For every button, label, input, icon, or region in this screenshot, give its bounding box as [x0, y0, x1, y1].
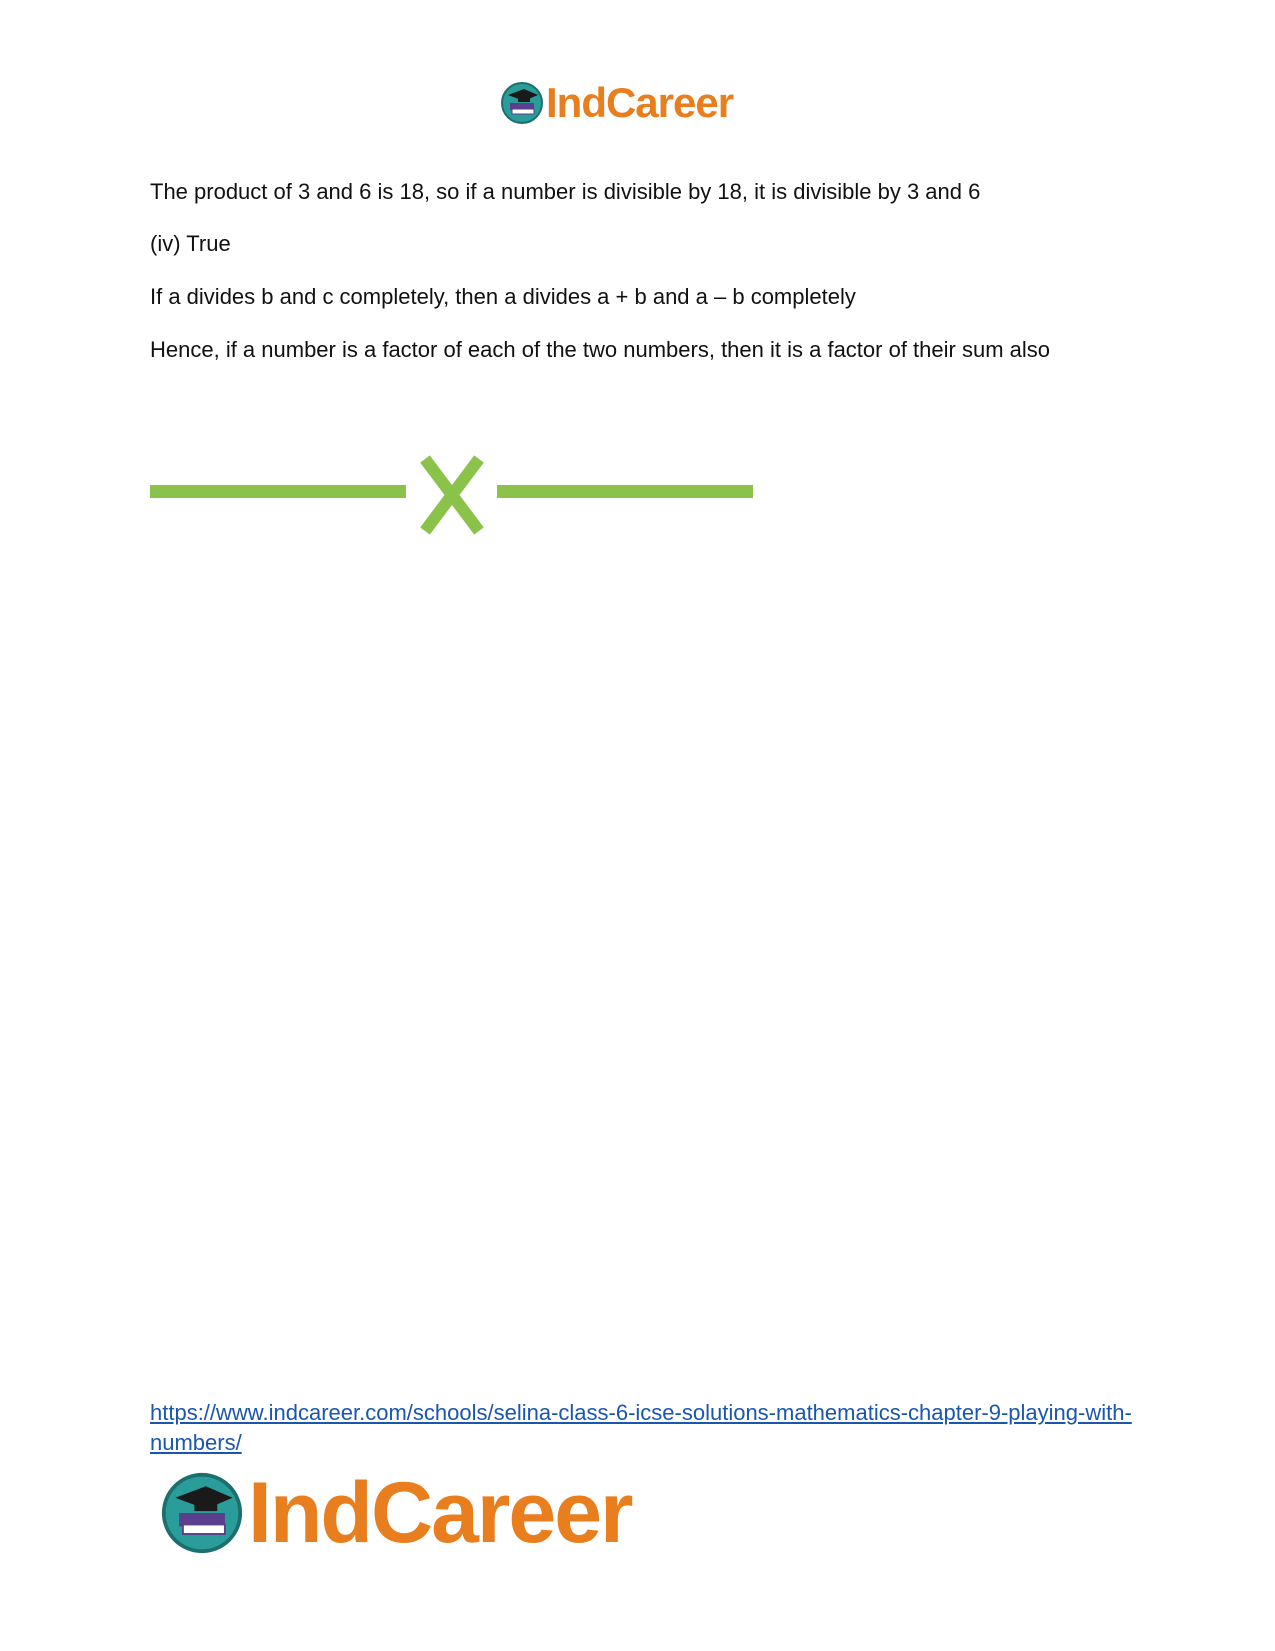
section-separator: [150, 455, 760, 540]
paragraph: The product of 3 and 6 is 18, so if a number is divisible by 18, it is divisible by 3 and 6: [150, 179, 981, 204]
source-link[interactable]: https://www.indcareer.com/schools/selina-class-6-icse-solutions-mathematics-chapter-9-playing-with-numbers/: [150, 1400, 1132, 1455]
graduation-books-icon: [160, 1471, 244, 1555]
header-logo: [500, 78, 733, 128]
paragraph: (iv) True: [150, 231, 231, 256]
footer-logo: [160, 1465, 632, 1561]
header-logo-text: IndCareer: [546, 79, 734, 126]
graduation-books-icon: [500, 81, 544, 125]
x-mark-icon: [150, 455, 760, 535]
paragraph: Hence, if a number is a factor of each of the two numbers, then it is a factor of their sum also: [150, 337, 1050, 362]
paragraph: If a divides b and c completely, then a divides a + b and a – b completely: [150, 284, 856, 309]
footer-logo-text: IndCareer: [248, 1465, 632, 1561]
